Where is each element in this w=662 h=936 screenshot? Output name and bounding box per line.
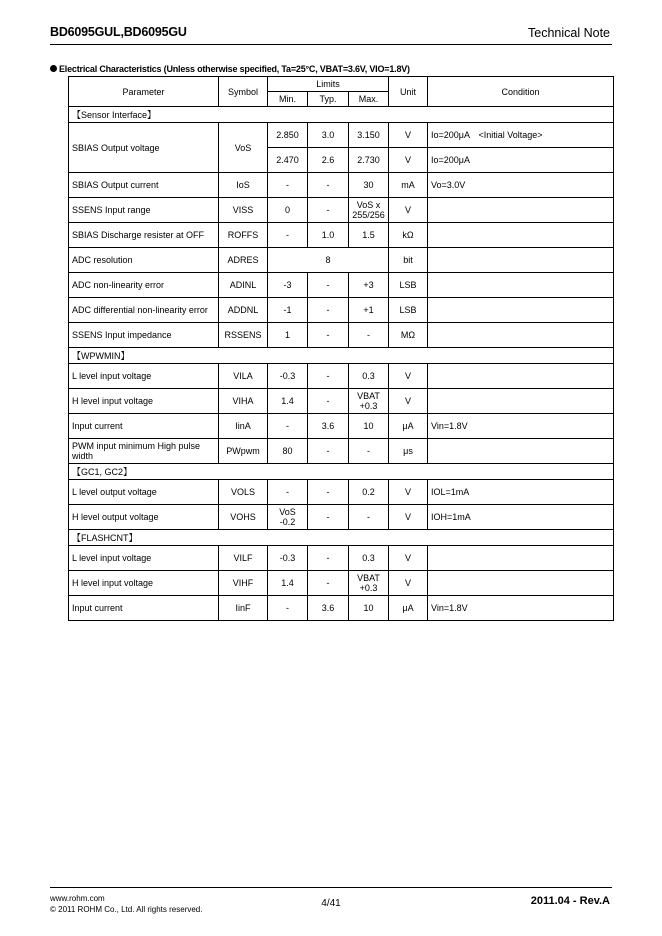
group-gc1-gc2: 【GC1, GC2】: [69, 464, 614, 480]
max-cell: VBAT +0.3: [349, 571, 389, 596]
revision-label: 2011.04 - Rev.A: [530, 895, 610, 907]
condition-cell: [428, 571, 614, 596]
condition-cell: [428, 298, 614, 323]
table-row: [69, 546, 614, 571]
min-cell: -: [268, 414, 308, 439]
table-row: [69, 364, 614, 389]
min-cell: 0: [268, 198, 308, 223]
typ-cell: -: [308, 439, 349, 464]
unit-cell: V: [389, 389, 428, 414]
table-row: [69, 173, 614, 198]
typ-cell: -: [308, 546, 349, 571]
unit-cell: mA: [389, 173, 428, 198]
group-flashcnt: 【FLASHCNT】: [69, 530, 614, 546]
unit-cell: V: [389, 148, 428, 173]
typ-cell: 3.6: [308, 596, 349, 621]
unit-cell: kΩ: [389, 223, 428, 248]
condition-cell: Io=200μA: [428, 148, 614, 173]
typ-cell: 3.6: [308, 414, 349, 439]
symbol-cell: ADRES: [219, 248, 268, 273]
symbol-cell: VOLS: [219, 480, 268, 505]
max-cell: 3.150: [349, 123, 389, 148]
param-cell: L level output voltage: [69, 480, 219, 505]
condition-cell: [428, 389, 614, 414]
typ-cell: 3.0: [308, 123, 349, 148]
min-cell: -1: [268, 298, 308, 323]
unit-cell: V: [389, 480, 428, 505]
max-cell: 0.2: [349, 480, 389, 505]
condition-cell: [428, 223, 614, 248]
header-typ: Typ.: [308, 92, 349, 107]
symbol-cell: VOHS: [219, 505, 268, 530]
footer-url[interactable]: www.rohm.com: [50, 894, 105, 903]
param-cell: ADC resolution: [69, 248, 219, 273]
min-cell: -3: [268, 273, 308, 298]
unit-cell: V: [389, 364, 428, 389]
max-cell: 10: [349, 596, 389, 621]
min-cell: 80: [268, 439, 308, 464]
min-cell: 2.850: [268, 123, 308, 148]
symbol-cell: PWpwm: [219, 439, 268, 464]
bullet-icon: [50, 65, 57, 72]
header-condition: Condition: [428, 77, 614, 107]
typ-cell: -: [308, 298, 349, 323]
param-cell: H level output voltage: [69, 505, 219, 530]
typ-cell: -: [308, 323, 349, 348]
param-cell: SBIAS Discharge resister at OFF: [69, 223, 219, 248]
max-cell: +1: [349, 298, 389, 323]
param-cell: H level input voltage: [69, 571, 219, 596]
table-row: [69, 298, 614, 323]
unit-cell: MΩ: [389, 323, 428, 348]
symbol-cell: ADINL: [219, 273, 268, 298]
param-cell: PWM input minimum High pulse width: [69, 439, 219, 464]
condition-cell: [428, 248, 614, 273]
param-cell: ADC non-linearity error: [69, 273, 219, 298]
typ-cell: -: [308, 389, 349, 414]
header-min: Min.: [268, 92, 308, 107]
typ-cell: -: [308, 505, 349, 530]
unit-cell: LSB: [389, 298, 428, 323]
param-cell: L level input voltage: [69, 364, 219, 389]
footer-copyright: © 2011 ROHM Co., Ltd. All rights reserved.: [50, 905, 203, 914]
header-divider: [50, 44, 612, 45]
param-cell: ADC differential non-linearity error: [69, 298, 219, 323]
condition-cell: [428, 273, 614, 298]
group-sensor-interface: 【Sensor Interface】: [69, 107, 614, 123]
unit-cell: V: [389, 546, 428, 571]
symbol-cell: IinA: [219, 414, 268, 439]
symbol-cell: VISS: [219, 198, 268, 223]
unit-cell: μs: [389, 439, 428, 464]
typ-cell: -: [308, 173, 349, 198]
min-cell: -0.3: [268, 546, 308, 571]
table-row: [69, 414, 614, 439]
condition-cell: [428, 198, 614, 223]
typ-cell: -: [308, 480, 349, 505]
header-parameter: Parameter: [69, 77, 219, 107]
unit-cell: V: [389, 505, 428, 530]
min-cell: 2.470: [268, 148, 308, 173]
table-row: [69, 223, 614, 248]
unit-cell: LSB: [389, 273, 428, 298]
header-limits: Limits: [268, 77, 389, 92]
max-cell: 0.3: [349, 364, 389, 389]
condition-cell: [428, 546, 614, 571]
param-cell: Input current: [69, 596, 219, 621]
min-cell: -: [268, 223, 308, 248]
max-cell: 30: [349, 173, 389, 198]
header-symbol: Symbol: [219, 77, 268, 107]
unit-cell: V: [389, 123, 428, 148]
param-cell: SBIAS Output current: [69, 173, 219, 198]
symbol-cell: ADDNL: [219, 298, 268, 323]
unit-cell: μA: [389, 596, 428, 621]
header-max: Max.: [349, 92, 389, 107]
min-cell: VoS -0.2: [268, 505, 308, 530]
unit-cell: bit: [389, 248, 428, 273]
typ-cell: -: [308, 198, 349, 223]
min-cell: 1.4: [268, 389, 308, 414]
typ-cell: -: [308, 273, 349, 298]
part-number-title: BD6095GUL,BD6095GU: [50, 25, 187, 39]
min-cell: -0.3: [268, 364, 308, 389]
max-cell: VoS x 255/256: [349, 198, 389, 223]
footer-divider: [50, 887, 612, 888]
table-row: [69, 323, 614, 348]
condition-cell: Vo=3.0V: [428, 173, 614, 198]
max-cell: 1.5: [349, 223, 389, 248]
symbol-cell: VILF: [219, 546, 268, 571]
condition-cell: [428, 323, 614, 348]
table-row: [69, 571, 614, 596]
condition-cell: IOH=1mA: [428, 505, 614, 530]
symbol-cell: VIHA: [219, 389, 268, 414]
param-cell: Input current: [69, 414, 219, 439]
symbol-cell: ROFFS: [219, 223, 268, 248]
symbol-cell: VIHF: [219, 571, 268, 596]
typ-cell: -: [308, 364, 349, 389]
param-cell: SSENS Input impedance: [69, 323, 219, 348]
typ-cell: -: [308, 571, 349, 596]
table-row: [69, 596, 614, 621]
param-cell: SSENS Input range: [69, 198, 219, 223]
condition-cell: Vin=1.8V: [428, 596, 614, 621]
typ-cell: 2.6: [308, 148, 349, 173]
min-cell: -: [268, 480, 308, 505]
table-row: [69, 273, 614, 298]
min-cell: -: [268, 596, 308, 621]
electrical-characteristics-table: [68, 76, 614, 621]
max-cell: -: [349, 323, 389, 348]
symbol-cell: RSSENS: [219, 323, 268, 348]
typ-cell: 1.0: [308, 223, 349, 248]
table-row: [69, 439, 614, 464]
param-cell: SBIAS Output voltage: [69, 123, 219, 173]
max-cell: 2.730: [349, 148, 389, 173]
symbol-cell: IinF: [219, 596, 268, 621]
page-number: 4/41: [321, 898, 341, 909]
max-cell: 10: [349, 414, 389, 439]
table-row: [69, 248, 614, 273]
max-cell: -: [349, 505, 389, 530]
table-row: [69, 198, 614, 223]
min-cell: -: [268, 173, 308, 198]
header-unit: Unit: [389, 77, 428, 107]
group-wpwmin: 【WPWMIN】: [69, 348, 614, 364]
max-cell: VBAT +0.3: [349, 389, 389, 414]
document-type: Technical Note: [528, 26, 610, 40]
condition-cell: IOL=1mA: [428, 480, 614, 505]
symbol-cell: IoS: [219, 173, 268, 198]
condition-cell: [428, 364, 614, 389]
max-cell: +3: [349, 273, 389, 298]
unit-cell: V: [389, 198, 428, 223]
min-cell: 1: [268, 323, 308, 348]
table-row: [69, 480, 614, 505]
condition-cell: Vin=1.8V: [428, 414, 614, 439]
min-cell: 1.4: [268, 571, 308, 596]
value-cell: 8: [268, 248, 389, 273]
condition-cell: [428, 439, 614, 464]
param-cell: H level input voltage: [69, 389, 219, 414]
table-row: [69, 505, 614, 530]
section-title: Electrical Characteristics (Unless otherwise specified, Ta=25°C, VBAT=3.6V, VIO=1.8V): [50, 64, 410, 74]
condition-cell: Io=200μA <Initial Voltage>: [428, 123, 614, 148]
symbol-cell: VILA: [219, 364, 268, 389]
max-cell: 0.3: [349, 546, 389, 571]
table-row: [69, 389, 614, 414]
table-row: [69, 123, 614, 148]
unit-cell: μA: [389, 414, 428, 439]
param-cell: L level input voltage: [69, 546, 219, 571]
symbol-cell: VoS: [219, 123, 268, 173]
max-cell: -: [349, 439, 389, 464]
unit-cell: V: [389, 571, 428, 596]
